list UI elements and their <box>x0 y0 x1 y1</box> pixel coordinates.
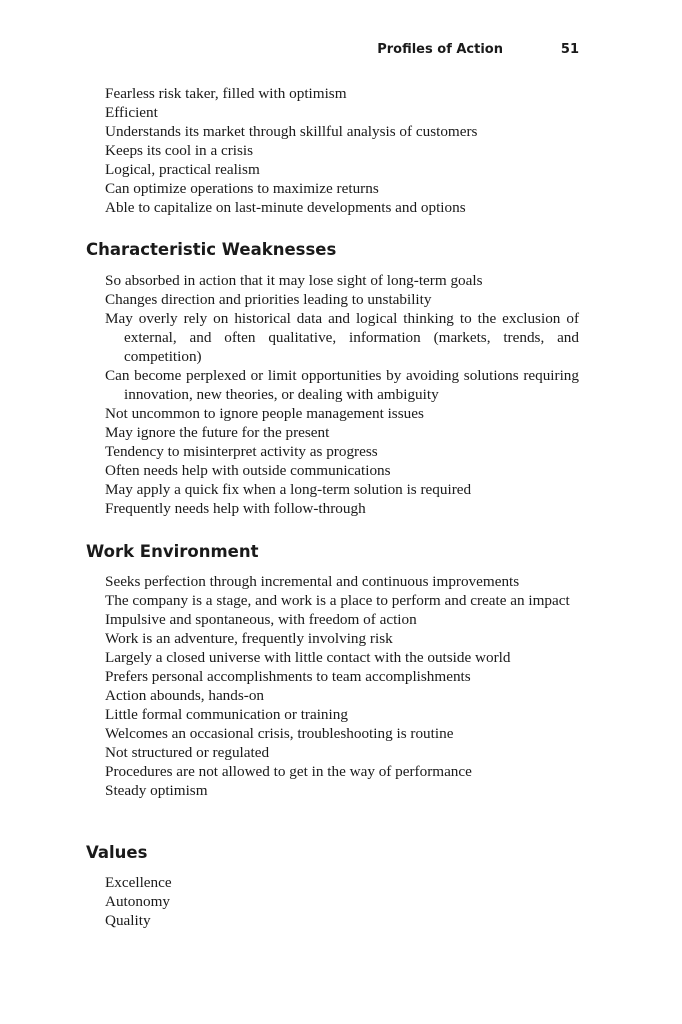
list-item: Frequently needs help with follow-through <box>105 500 366 517</box>
list-item: Largely a closed universe with little contact with the outside world <box>105 649 511 666</box>
section-heading-weaknesses: Characteristic Weaknesses <box>86 240 337 259</box>
list-item: May overly rely on historical data and logical thinking to the exclusion of external, and often qualitative, information (markets, trends, and competition) <box>105 310 579 365</box>
list-item: Action abounds, hands-on <box>105 687 265 704</box>
section-heading-values: Values <box>86 843 148 862</box>
list-item: Quality <box>105 912 151 929</box>
list-item: Seeks perfection through incremental and continuous improvements <box>105 573 520 590</box>
list-item: Fearless risk taker, filled with optimism <box>105 85 347 102</box>
list-item: Understands its market through skillful analysis of customers <box>105 123 478 140</box>
list-item: Prefers personal accomplishments to team accomplishments <box>105 668 471 685</box>
list-item: Steady optimism <box>105 782 208 799</box>
list-item: Little formal communication or training <box>105 706 348 723</box>
list-item: Welcomes an occasional crisis, troubleshooting is routine <box>105 725 454 742</box>
list-item: So absorbed in action that it may lose sight of long-term goals <box>105 272 483 289</box>
list-item: Can become perplexed or limit opportunities by avoiding solutions requiring innovation, new theories, or dealing with ambiguity <box>105 367 579 403</box>
list-item: Impulsive and spontaneous, with freedom of action <box>105 611 417 628</box>
list-item: The company is a stage, and work is a place to perform and create an impact <box>105 592 570 609</box>
list-item: Can optimize operations to maximize returns <box>105 180 379 197</box>
list-item: Changes direction and priorities leading to unstability <box>105 291 432 308</box>
list-item: Autonomy <box>105 893 170 910</box>
page-number: 51 <box>560 42 579 57</box>
strengths-list <box>105 84 579 217</box>
list-item: May apply a quick fix when a long-term solution is required <box>105 481 472 498</box>
list-item: Logical, practical realism <box>105 161 260 178</box>
list-item: Often needs help with outside communications <box>105 462 391 479</box>
work-environment-list <box>105 572 579 800</box>
section-heading-work-environment: Work Environment <box>86 542 259 561</box>
list-item: Work is an adventure, frequently involving risk <box>105 630 393 647</box>
list-item: Able to capitalize on last-minute developments and options <box>105 199 466 216</box>
list-item: Tendency to misinterpret activity as progress <box>105 443 378 460</box>
list-item: May ignore the future for the present <box>105 424 330 441</box>
running-head <box>86 41 579 59</box>
list-item: Not uncommon to ignore people management issues <box>105 405 424 422</box>
weaknesses-list <box>105 271 579 518</box>
running-head-title: Profiles of Action <box>377 42 503 57</box>
values-list <box>105 873 579 930</box>
list-item: Efficient <box>105 104 158 121</box>
list-item: Keeps its cool in a crisis <box>105 142 254 159</box>
list-item: Procedures are not allowed to get in the way of performance <box>105 763 472 780</box>
list-item: Excellence <box>105 874 172 891</box>
list-item: Not structured or regulated <box>105 744 270 761</box>
